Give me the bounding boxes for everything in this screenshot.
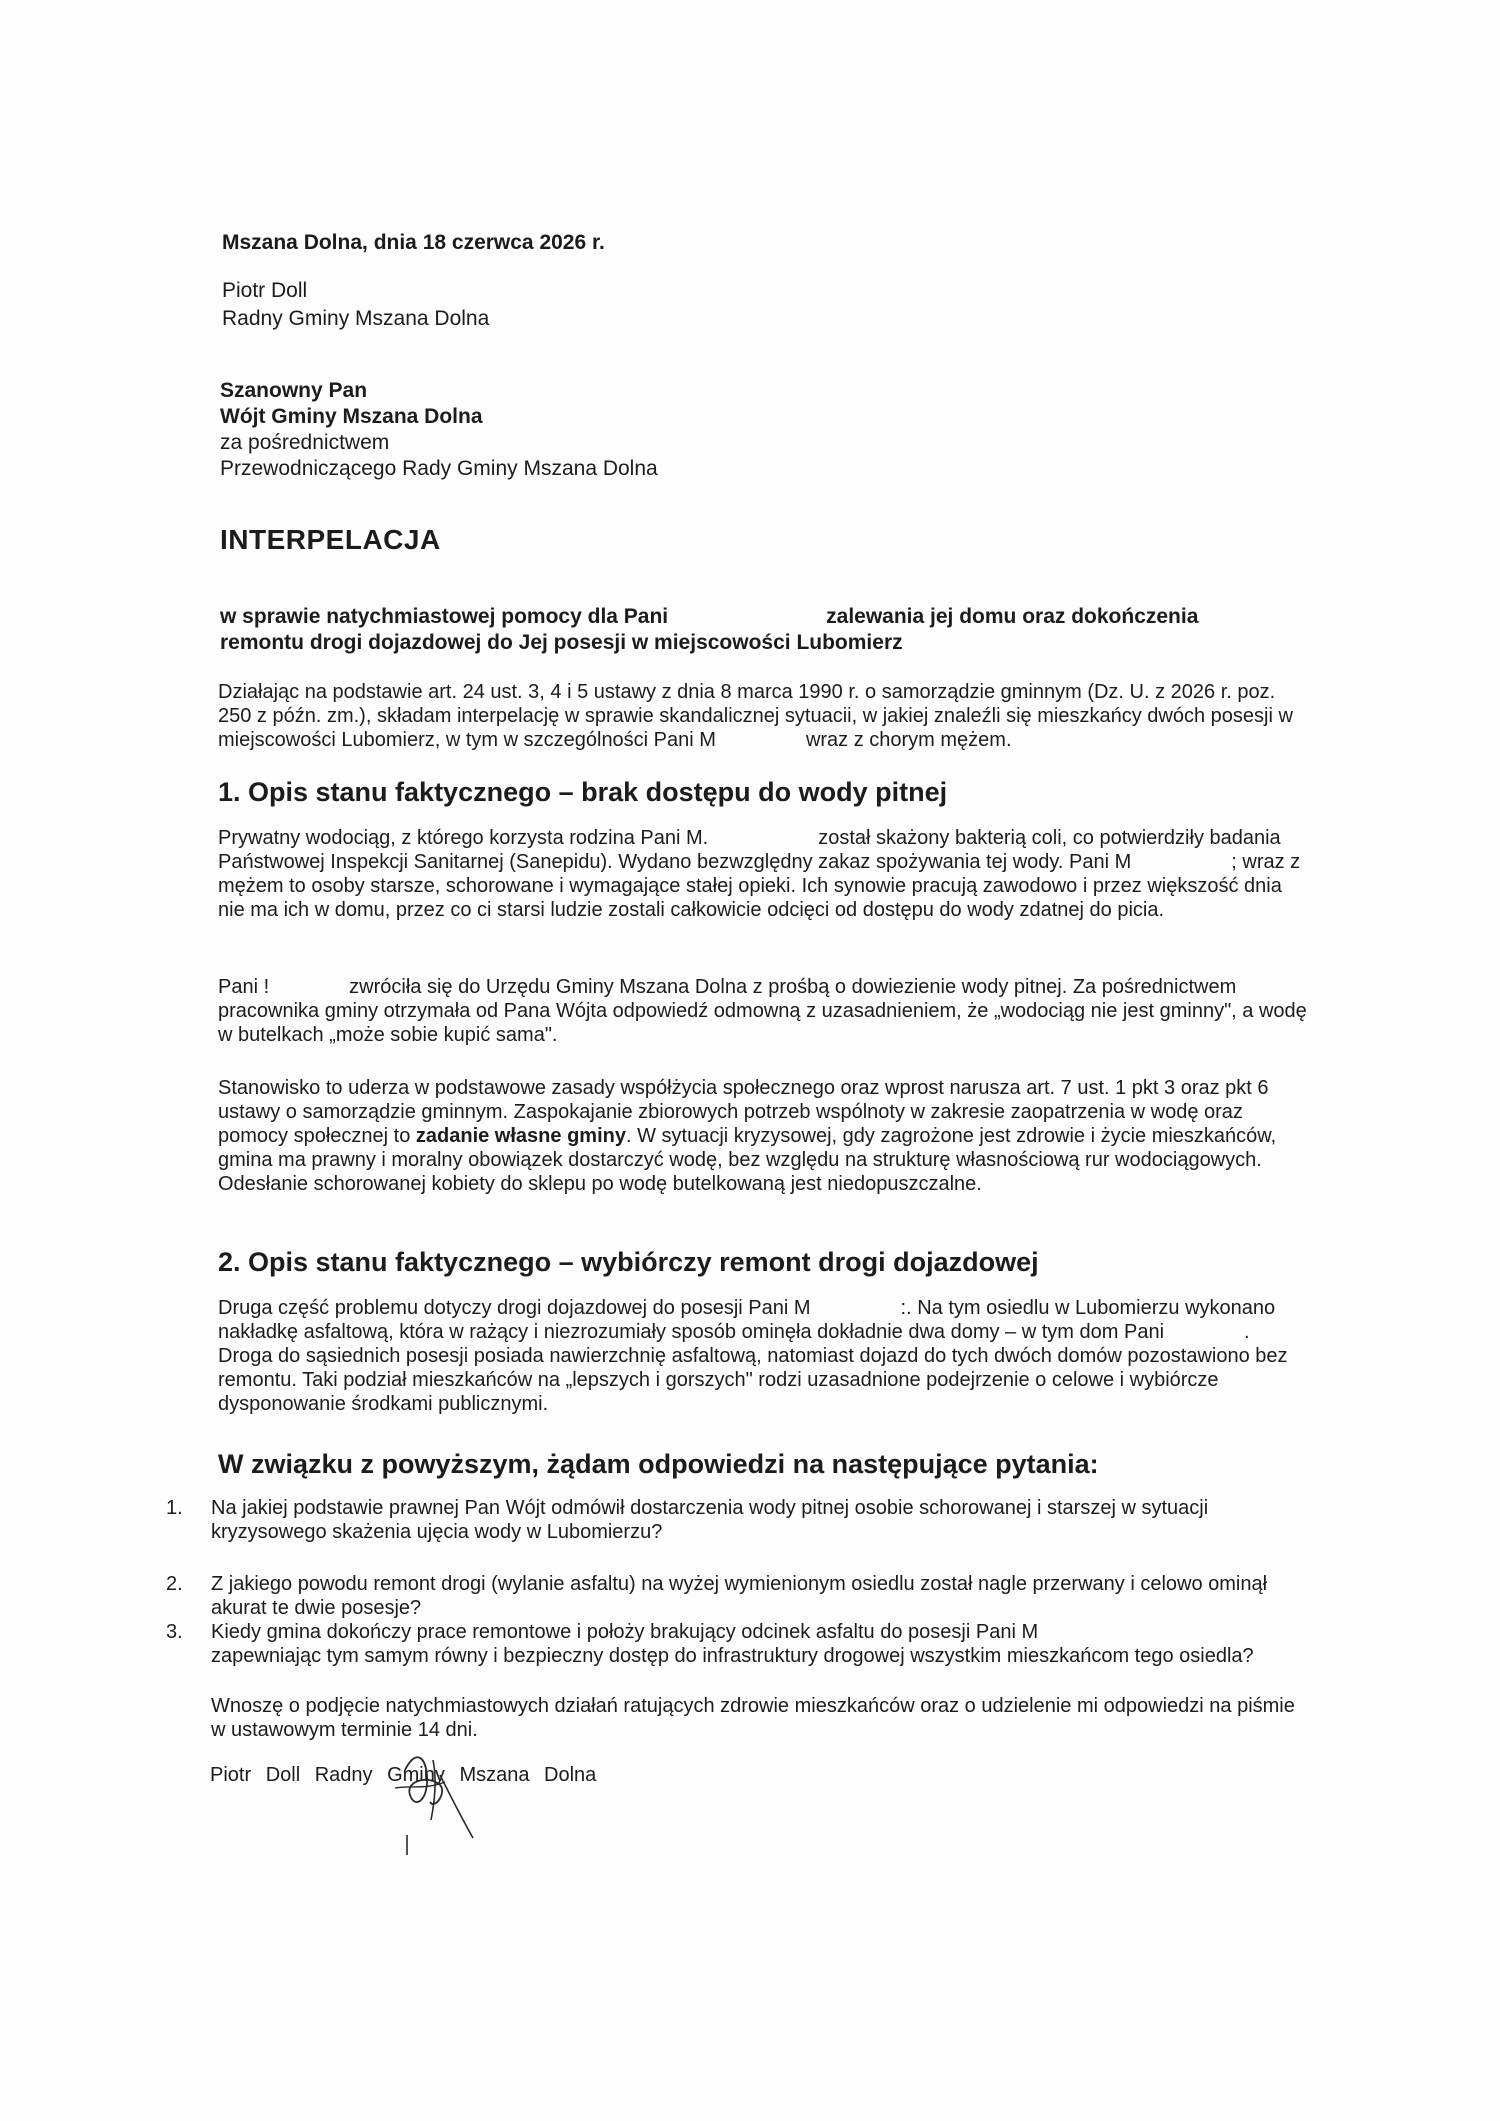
section1-p1-c: ; wraz z mężem to osoby starsze, schorowane i wymagające stałej opieki. Ich synowie pracują zawodowo i przez większość dnia nie ma ich w domu, przez co ci starsi ludzie zostali całkowicie odcięci od dostępu do wody zdatnej do picia.	[218, 851, 1301, 921]
section1-p3-a: Stanowisko to uderza w podstawowe zasady współżycia społecznego oraz wprost narusza art. 7 ust. 1 pkt 3 oraz pkt 6 ustawy o samorządzie gminnym. Zaspokajanie zbiorowych potrzeb wspólnoty w zakresie zaopatrzenia w wodę oraz pomocy społecznej to	[218, 1077, 1269, 1147]
section1-heading: 1. Opis stanu faktycznego – brak dostępu do wody pitnej	[218, 777, 948, 807]
section1-paragraph-2	[218, 975, 1308, 1047]
signature-word: Radny	[314, 1764, 373, 1786]
subject	[220, 604, 1300, 656]
signature-word: Mszana	[459, 1764, 530, 1786]
section1-p2-b: zwróciła się do Urzędu Gminy Mszana Dolna z prośbą o dowiezienie wody pitnej. Za pośrednictwem pracownika gminy otrzymała od Pana Wójta odpowiedź odmowną z uzasadnieniem, że „wodociąg nie jest gminny", a wodę w butelkach „może sobie kupić sama".	[218, 976, 1307, 1046]
subject-part1: w sprawie natychmiastowej pomocy dla Pani	[220, 605, 669, 628]
question-text	[211, 1620, 1311, 1668]
signature-word: Doll	[265, 1764, 301, 1786]
question-number: 1.	[166, 1497, 183, 1519]
section1-p1-a: Prywatny wodociąg, z którego korzysta rodzina Pani M.	[218, 827, 709, 849]
signature-word: Dolna	[544, 1764, 597, 1786]
intro-tail: wraz z chorym mężem.	[805, 729, 1012, 751]
place-date: Mszana Dolna, dnia 18 czerwca 2026 r.	[222, 231, 605, 254]
closing-paragraph: Wnoszę o podjęcie natychmiastowych działań ratujących zdrowie mieszkańców oraz o udzielenie mi odpowiedzi na piśmie w ustawowym terminie 14 dni.	[211, 1695, 1295, 1741]
section2-heading: 2. Opis stanu faktycznego – wybiórczy remont drogi dojazdowej	[218, 1247, 1039, 1277]
sender-name: Piotr Doll	[222, 279, 308, 302]
section2-p1-b: :. Na tym osiedlu w Lubomierzu wykonano nakładkę asfaltową, która w rażący i niezrozumiały sposób ominęła dokładnie dwa domy – w tym dom Pani	[218, 1297, 1276, 1343]
section2-p1-a: Druga część problemu dotyczy drogi dojazdowej do posesji Pani M	[218, 1297, 811, 1319]
section2-paragraph-1	[218, 1296, 1308, 1416]
intro-paragraph	[218, 680, 1308, 752]
section1-paragraph-1	[218, 826, 1308, 922]
handwritten-signature	[385, 1740, 495, 1870]
subject-part2: zalewania jej domu oraz dokończenia	[826, 605, 1199, 628]
recipient-title: Wójt Gminy Mszana Dolna	[220, 405, 483, 428]
question-3-text-a: Kiedy gmina dokończy prace remontowe i położy brakujący odcinek asfaltu do posesji Pani M	[211, 1621, 1039, 1643]
section1-paragraph-3	[218, 1076, 1308, 1196]
question-3-text-b: zapewniając tym samym równy i bezpieczny dostęp do infrastruktury drogowej wszystkim mieszkańcom tego osiedla?	[211, 1645, 1254, 1667]
signature-word: Gminy	[387, 1764, 445, 1786]
signature-word: Piotr	[210, 1764, 252, 1786]
section1-p2-a: Pani !	[218, 976, 270, 998]
question-number: 2.	[166, 1573, 183, 1595]
recipient-via-person: Przewodniczącego Rady Gminy Mszana Dolna	[220, 457, 658, 480]
questions-heading: W związku z powyższym, żądam odpowiedzi na następujące pytania:	[218, 1449, 1099, 1479]
recipient-via: za pośrednictwem	[220, 431, 390, 454]
section1-p3-bold: zadanie własne gminy	[415, 1125, 626, 1147]
question-number: 3.	[166, 1621, 183, 1643]
document-title: INTERPELACJA	[220, 524, 441, 555]
intro-text: Działając na podstawie art. 24 ust. 3, 4 i 5 ustawy z dnia 8 marca 1990 r. o samorządzie gminnym (Dz. U. z 2026 r. poz. 250 z późn. zm.), składam interpelację w sprawie skandalicznej sytuacii, w jakiej znaleźli się mieszkańcy dwóch posesji w miejscowości Lubomierz, w tym w szczególności Pani M	[218, 681, 1293, 751]
question-text: Z jakiego powodu remont drogi (wylanie asfaltu) na wyżej wymienionym osiedlu został nagle przerwany i celowo ominął akurat te dwie posesje?	[211, 1573, 1268, 1619]
section1-p3-b: . W sytuacji kryzysowej, gdy zagrożone jest zdrowie i życie mieszkańców, gmina ma prawny i moralny obowiązek dostarczyć wodę, bez względu na strukturę własnościową rur wodociągowych. Odesłanie schorowanej kobiety do sklepu po wodę butelkowaną jest niedopuszczalne.	[218, 1125, 1277, 1195]
section1-p1-b: został skażony bakterią coli, co potwierdziły badania Państwowej Inspekcji Sanitarnej (Sanepidu). Wydano bezwzględny zakaz spożywania tej wody. Pani M	[218, 827, 1281, 873]
sender-role: Radny Gminy Mszana Dolna	[222, 307, 490, 330]
subject-line2: remontu drogi dojazdowej do Jej posesji w miejscowości Lubomierz	[220, 631, 903, 654]
question-text: Na jakiej podstawie prawnej Pan Wójt odmówił dostarczenia wody pitnej osobie schorowanej i starszej w sytuacji kryzysowego skażenia ujęcia wody w Lubomierzu?	[211, 1497, 1209, 1543]
recipient-salutation: Szanowny Pan	[220, 379, 368, 402]
section2-p1-c: . Droga do sąsiednich posesji posiada nawierzchnię asfaltową, natomiast dojazd do tych dwóch domów pozostawiono bez remontu. Taki podział mieszkańców na „lepszych i gorszych" rodzi uzasadnione podejrzenie o celowe i wybiórcze dysponowanie środkami publicznymi.	[218, 1321, 1288, 1415]
